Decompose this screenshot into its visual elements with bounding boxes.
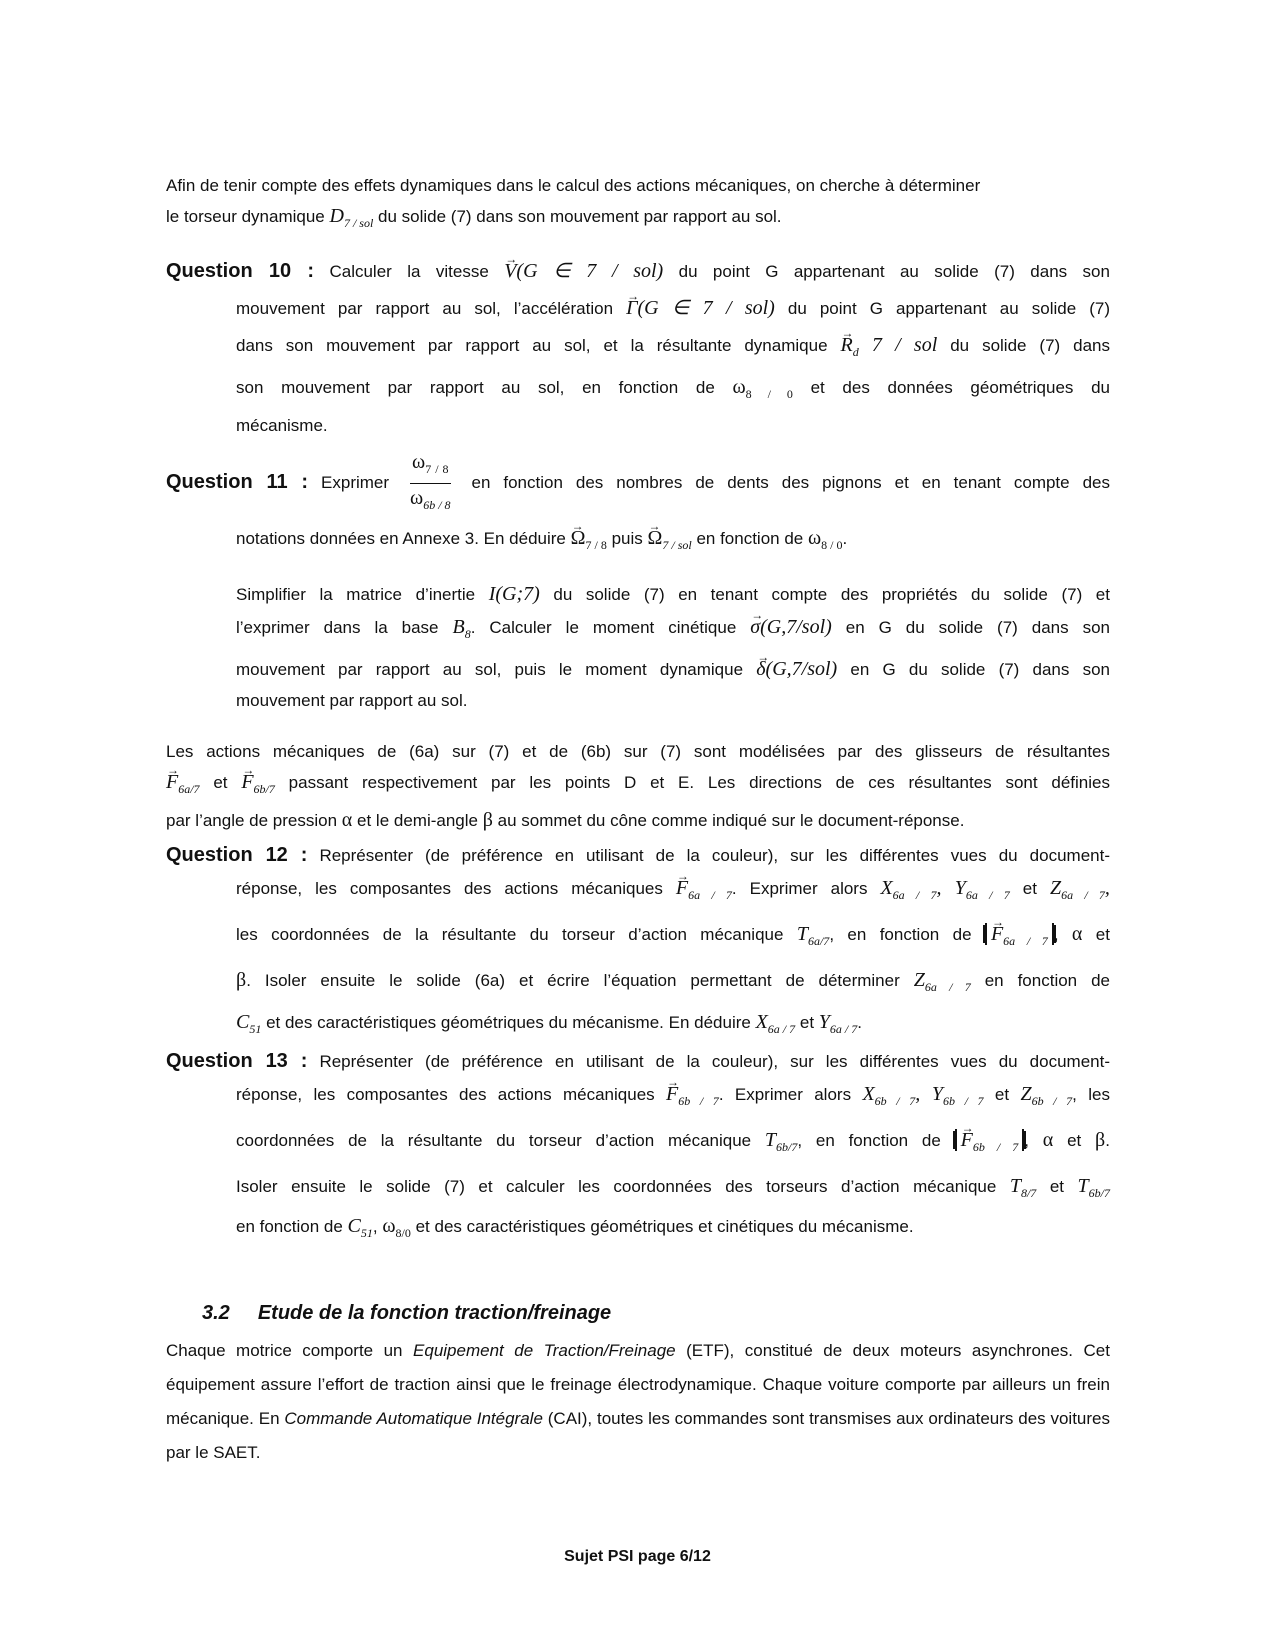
q13-text-1: Représenter (de préférence en utilisant de la couleur), sur les différentes vues du document- (319, 1052, 1110, 1071)
question-13: Question 13 : Représenter (de préférence en utilisant de la couleur), sur les différentes vues du document- réponse, les composantes des actions mécaniques → $F_{6b / 7}$. Exprimer alors $X_{6b / 7}$, $Y_{6b / 7}$ et $Z_{6b / 7}$, les coordonnées de la résultante du torseur d’action mécanique $T_{6b/7}$, en fonction de → $F_{6b / 7}$ , α et β. Isoler ensuite le solide (7) et calculer les coordonnées des torseurs d’action mécanique $T_{8/7}$ et $T_{6b/7}$ en fonction de $C_{51}$, $\omega_{8/0}$ et des caractéristiques géométriques et cinétiques du mécanisme. (166, 1046, 1110, 1249)
c51-symbol-2: $C_{51}$ (347, 1215, 373, 1240)
omega-ratio-fraction: $\frac{\omega_{7 / 8}}{\omega_{6b / 8}}$ (410, 448, 451, 519)
q11-text-2: en fonction des nombres de dents des pignons et en tenant compte des (471, 472, 1110, 492)
section-paragraph (166, 1334, 1110, 1470)
page-footer: Sujet PSI page 6/12 (564, 1548, 711, 1565)
force-6a-7-symbol: → $F_{6a/7}$ (166, 771, 200, 793)
intro-paragraph (166, 170, 1110, 239)
glisseurs-et: et (213, 773, 228, 792)
alpha-symbol: α (341, 809, 353, 831)
q11-para-7: en G du solide (7) dans son (850, 660, 1110, 679)
force-6b-7-symbol-2: → $F_{6b / 7}$ (666, 1083, 719, 1105)
q12-text-3: . Exprimer alors (731, 879, 868, 898)
y-6a-7-symbol: $Y_{6a / 7}$ (818, 1011, 858, 1036)
omega-8-0-symbol: $\omega_{8 / 0}$ (732, 376, 793, 401)
section-italic-2: Commande Automatique Intégrale (284, 1409, 543, 1428)
q11-text-4: puis (611, 529, 643, 548)
z-6a-7-symbol-2: $Z_{6a / 7}$ (913, 969, 971, 994)
vitesse-symbol: → V(G ∈ 7 / sol) (504, 260, 663, 282)
coordinates-6a-symbols: $X_{6a / 7}$, $Y_{6a / 7}$ (880, 877, 1010, 902)
force-6a-7-symbol-2: → $F_{6a / 7}$ (676, 877, 732, 899)
q12-text-6: . Isoler ensuite le solide (6a) et écrire l’équation permettant de déterminer (246, 971, 900, 990)
q13-text-2: réponse, les composantes des actions mécaniques (236, 1085, 655, 1104)
q10-text-8: et des données géométriques du (810, 378, 1111, 397)
q12-text-4: les coordonnées de la résultante du torseur d’action mécanique (236, 925, 784, 944)
resultante-dynamique-symbol: → $R_d$ 7 / sol (840, 334, 937, 356)
q12-text-2: réponse, les composantes des actions mécaniques (236, 879, 663, 898)
z-6a-7-symbol: $Z_{6a / 7}$, (1049, 877, 1110, 902)
q10-text-1: Calculer la vitesse (329, 262, 489, 281)
torseur-6a-7-symbol: $T_{6a/7}$ (796, 923, 830, 948)
q13-text-6: , en fonction de (797, 1131, 941, 1150)
acceleration-symbol: → Γ(G ∈ 7 / sol) (626, 297, 775, 319)
q10-text-2: du point G appartenant au solide (7) dans son (678, 262, 1110, 281)
omega-8-0-symbol-3: $\omega_{8/0}$ (382, 1215, 411, 1240)
q11-para-5: en G du solide (7) dans son (845, 618, 1110, 637)
glisseurs-paragraph (166, 736, 1110, 836)
norm-force-6b-7: → $F_{6b / 7}$ (955, 1129, 1025, 1151)
alpha-symbol-2: α (1071, 923, 1083, 945)
q13-text-9: et des caractéristiques géométriques et cinétiques du mécanisme. (415, 1217, 914, 1236)
q10-text-3: mouvement par rapport au sol, l’accélération (236, 299, 614, 318)
q10-text-5: dans son mouvement par rapport au sol, et la résultante dynamique (236, 336, 828, 355)
glisseurs-text-2: passant respectivement par les points D et E. Les directions de ces résultantes sont définies (288, 773, 1110, 792)
q12-text-5: , en fonction de (829, 925, 972, 944)
c51-symbol: $C_{51}$ (236, 1011, 262, 1036)
question-11-label: Question 11 : (166, 470, 309, 493)
glisseurs-text-5: au sommet du cône comme indiqué sur le document-réponse. (497, 811, 965, 830)
inertia-matrix-symbol: I(G;7) (488, 583, 540, 605)
torseur-dynamique-symbol: $D_{7 / sol}$ (329, 205, 374, 230)
torseur-8-7-symbol: $T_{8/7}$ (1009, 1175, 1037, 1200)
q10-text-7: son mouvement par rapport au sol, en fonction de (236, 378, 715, 397)
glisseurs-text-4: et le demi-angle (357, 811, 478, 830)
q11-text-1: Exprimer (321, 472, 390, 492)
q13-text-3: . Exprimer alors (718, 1085, 852, 1104)
moment-cinetique-symbol: → σ(G,7/sol) (750, 616, 832, 638)
question-11: Question 11 : Exprimer $\frac{\omega_{7 / 8}}{\omega_{6b / 8}}$ en fonction des nombres de dents des pignons et en tenant compte des notations données en Annexe 3. En déduire → $\Omega_{7 / 8}$ puis → $\Omega_{7 / sol}$ en fonction de $\omega_{8 / 0}$. Simplifier la matrice d’inertie I(G;7) du solide (7) en tenant compte des propriétés du solide (7) et l’exprimer dans la base $B_8$. Calculer le moment cinétique → σ(G,7/sol) en G du solide (7) dans son mouvement par rapport au sol, puis le moment dynamique → δ(G,7/sol) en G du solide (7) dans son mouvement par rapport au sol. (166, 448, 1110, 716)
q13-text-5: coordonnées de la résultante du torseur d’action mécanique (236, 1131, 752, 1150)
q11-para-8: mouvement par rapport au sol. (236, 691, 468, 710)
moment-dynamique-symbol: → δ(G,7/sol) (756, 658, 837, 680)
q10-text-9: mécanisme. (236, 416, 328, 435)
q13-text-7: Isoler ensuite le solide (7) et calculer les coordonnées des torseurs d’action mécanique (236, 1177, 997, 1196)
section-text-1: Chaque motrice comporte un (166, 1341, 403, 1360)
q10-text-6: du solide (7) dans (950, 336, 1111, 355)
q12-text-1: Représenter (de préférence en utilisant de la couleur), sur les différentes vues du document- (319, 846, 1110, 865)
intro-line-2-start: le torseur dynamique (166, 207, 325, 226)
question-10-label: Question 10 : (166, 260, 315, 282)
intro-line-2-end: du solide (7) dans son mouvement par rapport au sol. (378, 207, 782, 226)
beta-symbol-2: β (236, 969, 247, 991)
q13-text-4: , les (1072, 1085, 1110, 1104)
section-title: Etude de la fonction traction/freinage (257, 1302, 612, 1324)
q11-text-3: notations données en Annexe 3. En déduire (236, 529, 566, 548)
q11-para-1: Simplifier la matrice d’inertie (236, 585, 476, 604)
torseur-6b-7-symbol: $T_{6b/7}$ (764, 1129, 798, 1154)
force-6b-7-symbol: → $F_{6b/7}$ (241, 771, 275, 793)
q11-text-5: en fonction de (696, 529, 804, 548)
q11-para-6: mouvement par rapport au sol, puis le moment dynamique (236, 660, 744, 679)
omega-8-0-symbol-2: $\omega_{8 / 0}$ (807, 527, 843, 552)
section-text-2: (ETF), constitué de deux moteurs asynchrones. Cet équipement assure l’effort de traction ainsi que le freinage électrodynamique. Chaque voiture comporte par ailleurs un frein mécanique. En (166, 1341, 1110, 1428)
omega-7-8-vector: → $\Omega_{7 / 8}$ (571, 527, 607, 549)
q12-text-7: en fonction de (984, 971, 1111, 990)
q11-para-3: l’exprimer dans la base (236, 618, 439, 637)
beta-symbol-3: β (1095, 1129, 1106, 1151)
q11-para-4: . Calculer le moment cinétique (470, 618, 737, 637)
q12-text-8: et des caractéristiques géométriques du mécanisme. En déduire (266, 1013, 751, 1032)
torseur-6b-7-symbol-2: $T_{6b/7}$ (1077, 1175, 1110, 1200)
question-10 (166, 256, 1110, 441)
q10-text-4: du point G appartenant au solide (7) (787, 299, 1110, 318)
norm-force-6a-7: → $F_{6a / 7}$ (985, 923, 1054, 945)
section-heading (202, 1302, 611, 1325)
x-6a-7-symbol: $X_{6a / 7}$ (755, 1011, 796, 1036)
omega-7-sol-vector: → $\Omega_{7 / sol}$ (647, 527, 691, 549)
section-text-3: (CAI), toutes les commandes sont transmises aux ordinateurs des voitures par le SAET. (166, 1409, 1111, 1462)
section-number: 3.2 (202, 1302, 230, 1324)
glisseurs-text-3: par l’angle de pression (166, 811, 338, 830)
question-12: Question 12 : Représenter (de préférence en utilisant de la couleur), sur les différentes vues du document- réponse, les composantes des actions mécaniques → $F_{6a / 7}$. Exprimer alors $X_{6a / 7}$, $Y_{6a / 7}$ et $Z_{6a / 7}$, les coordonnées de la résultante du torseur d’action mécanique $T_{6a/7}$, en fonction de → $F_{6a / 7}$ , α et β. Isoler ensuite le solide (6a) et écrire l’équation permettant de déterminer $Z_{6a / 7}$ en fonction de $C_{51}$ et des caractéristiques géométriques du mécanisme. En déduire $X_{6a / 7}$ et $Y_{6a / 7}$. (166, 840, 1110, 1045)
q13-text-8: en fonction de (236, 1217, 343, 1236)
alpha-symbol-3: α (1042, 1129, 1054, 1151)
coordinates-6b-symbols: $X_{6b / 7}$, $Y_{6b / 7}$ (862, 1083, 984, 1108)
beta-symbol: β (482, 809, 493, 831)
question-13-label: Question 13 : (166, 1050, 308, 1072)
base-b8-symbol: $B_8$ (452, 616, 471, 641)
z-6b-7-symbol: $Z_{6b / 7}$ (1020, 1083, 1073, 1108)
q11-para-2: du solide (7) en tenant compte des propriétés du solide (7) et (553, 585, 1110, 604)
section-italic-1: Equipement de Traction/Freinage (413, 1341, 676, 1360)
question-12-label: Question 12 : (166, 844, 308, 866)
glisseurs-text-1: Les actions mécaniques de (6a) sur (7) et de (6b) sur (7) sont modélisées par des glisseurs de résultantes (166, 742, 1110, 761)
intro-line-1: Afin de tenir compte des effets dynamiques dans le calcul des actions mécaniques, on cherche à déterminer (166, 176, 981, 195)
